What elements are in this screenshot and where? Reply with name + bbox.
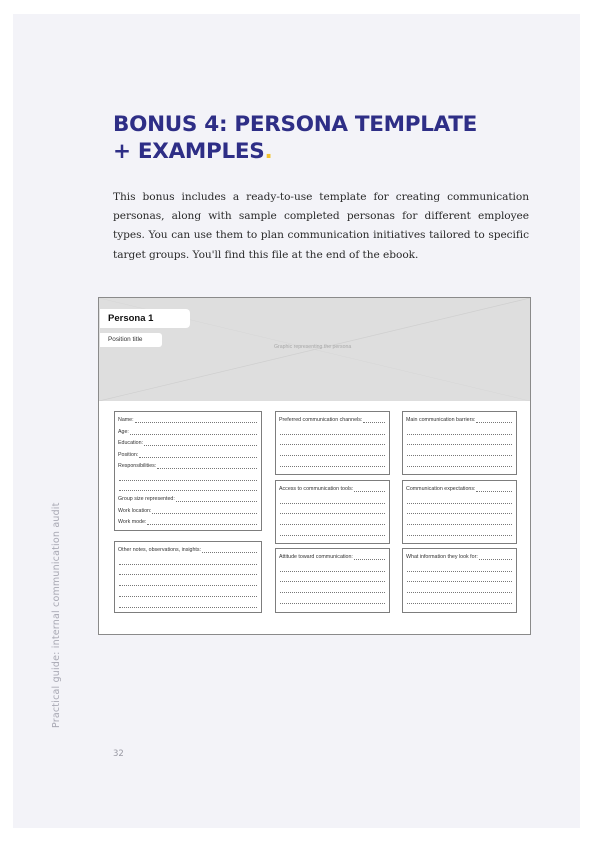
blank-line [407,528,512,536]
blank-line [407,427,512,435]
persona-template-image [98,297,531,635]
title-line-1: BONUS 4: PERSONA TEMPLATE [113,112,478,137]
position-title-label: Position title [100,333,162,347]
blank-line [280,585,385,593]
access-tools-field: Access to communication tools: [279,484,386,496]
blank-line [407,459,512,467]
blank-line [407,585,512,593]
work-mode-field: Work mode: [118,517,258,529]
page-title [113,111,533,165]
blank-line [119,567,257,575]
blank-line [407,596,512,604]
page-number: 32 [113,749,124,759]
blank-line [280,596,385,604]
blank-line [119,600,257,608]
blank-line [280,517,385,525]
blank-line [407,448,512,456]
blank-line [280,448,385,456]
blank-line [407,564,512,572]
other-notes-field: Other notes, observations, insights: [118,545,258,557]
blank-line [280,528,385,536]
barriers-box [402,411,517,475]
title-line-2-text: + EXAMPLES [113,139,265,164]
persona-header [99,298,530,401]
blank-line [280,506,385,514]
group-size-field: Group size represented: [118,494,258,506]
blank-line [407,506,512,514]
blank-line [280,427,385,435]
blank-line [119,483,257,491]
graphic-placeholder-label: Graphic representing the persona [274,344,352,350]
position-field: Position: [118,450,258,462]
name-field: Name: [118,415,258,427]
other-notes-box [114,541,262,613]
expectations-box [402,480,517,544]
blank-line [280,459,385,467]
profile-box [114,411,262,531]
blank-line [407,496,512,504]
access-tools-box [275,480,390,544]
education-field: Education: [118,438,258,450]
side-running-title: Practical guide: internal communication audit [51,502,62,728]
intro-paragraph: This bonus includes a ready-to-use template for creating communication personas, along with sample completed personas for different employee types. You can use them to plan communication initiatives tailored to specific target groups. You'll find this file at the end of the ebook. [113,191,529,261]
blank-line [119,589,257,597]
persona-name-label: Persona 1 [100,309,190,328]
blank-line [119,578,257,586]
blank-line [407,437,512,445]
blank-line [119,557,257,565]
blank-line [407,517,512,525]
preferred-channels-field: Preferred communication channels: [279,415,386,427]
blank-line [407,574,512,582]
blank-line [280,574,385,582]
blank-line [119,473,257,481]
attitude-field: Attitude toward communication: [279,552,386,564]
blank-line [280,564,385,572]
barriers-field: Main communication barriers: [406,415,513,427]
responsibilities-field: Responsibilities: [118,461,258,473]
preferred-channels-box [275,411,390,475]
info-needs-box [402,548,517,613]
blank-line [280,437,385,445]
attitude-box [275,548,390,613]
expectations-field: Communication expectations: [406,484,513,496]
work-location-field: Work location: [118,506,258,518]
title-line-2 [113,138,533,165]
age-field: Age: [118,427,258,439]
title-accent-dot: . [264,139,273,164]
blank-line [280,496,385,504]
info-needs-field: What information they look for: [406,552,513,564]
